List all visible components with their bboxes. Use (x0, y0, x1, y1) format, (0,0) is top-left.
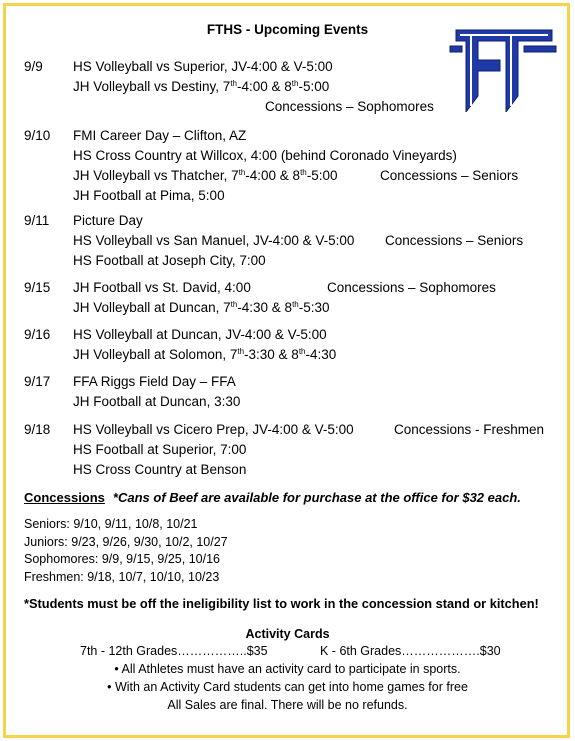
event-text: HS Volleyball vs San Manuel, JV-4:00 & V-5:00 (73, 233, 355, 248)
event-text: FFA Riggs Field Day – FFA (73, 374, 236, 389)
event-text: HS Football at Superior, 7:00 (73, 442, 247, 457)
page-title: FTHS - Upcoming Events (206, 22, 369, 37)
activity-card-bullet: • With an Activity Card students can get into home games for free (107, 680, 468, 694)
event-text: JH Volleyball vs Thatcher, 7th-4:00 & 8th-5:00 (73, 168, 338, 183)
price-grades-7-12: 7th - 12th Grades……………..$35 (80, 644, 268, 658)
event-date: 9/17 (24, 374, 51, 389)
event-line (73, 166, 519, 186)
schedule-line: Freshmen: 9/18, 10/7, 10/10, 10/23 (24, 569, 220, 584)
event-concessions: Concessions – Seniors (380, 168, 519, 183)
event-concessions: Concessions – Seniors (385, 233, 524, 248)
activity-cards-title: Activity Cards (245, 627, 330, 641)
event-concessions: Concessions - Freshmen (394, 422, 545, 437)
event-date: 9/15 (24, 280, 51, 295)
event-text: Picture Day (73, 213, 143, 228)
event-text: JH Volleyball at Duncan, 7th-4:30 & 8th-5:30 (73, 300, 330, 315)
event-line (73, 77, 333, 97)
schedule-line: Juniors: 9/23, 9/26, 9/30, 10/2, 10/27 (24, 534, 228, 549)
event-text: HS Cross Country at Willcox, 4:00 (behind Coronado Vineyards) (73, 148, 457, 163)
concessions-schedule (24, 516, 228, 586)
event-text: HS Cross Country at Benson (73, 462, 247, 477)
event-date: 9/11 (24, 213, 50, 228)
eligibility-warning: *Students must be off the ineligibility list to work in the concession stand or kitchen! (24, 596, 539, 611)
event-line (73, 126, 457, 146)
sales-final-note: All Sales are final. There will be no refunds. (167, 698, 408, 712)
event-text: JH Football vs St. David, 4:00 (73, 280, 251, 295)
concessions-note: *Cans of Beef are available for purchase at the office for $32 each. (112, 490, 521, 505)
event-text: JH Volleyball vs Destiny, 7th-4:00 & 8th-5:00 (73, 79, 330, 94)
event-line (73, 372, 240, 392)
event-line (73, 146, 457, 166)
event-date: 9/16 (24, 327, 51, 342)
event-line (73, 298, 330, 318)
concessions-heading: Concessions (24, 490, 105, 505)
event-text: JH Football at Duncan, 3:30 (73, 394, 241, 409)
schedule-line: Sophomores: 9/9, 9/15, 9/25, 10/16 (24, 552, 220, 566)
event-date: 9/18 (24, 422, 51, 437)
schedule-line: Seniors: 9/10, 9/11, 10/8, 10/21 (24, 517, 198, 531)
event-line (73, 278, 496, 298)
event-text: HS Volleyball at Duncan, JV-4:00 & V-5:00 (73, 327, 327, 342)
event-line (73, 325, 336, 345)
event-line (73, 186, 457, 206)
event-line (73, 420, 545, 440)
event-text: HS Volleyball vs Superior, JV-4:00 & V-5:00 (73, 59, 333, 74)
event-concessions: Concessions – Sophomores (327, 280, 496, 295)
event-text: HS Volleyball vs Cicero Prep, JV-4:00 & V-5:00 (73, 422, 354, 437)
event-text: JH Volleyball at Solomon, 7th-3:30 & 8th-4:30 (73, 347, 337, 362)
event-line (73, 231, 524, 251)
event-line (73, 440, 354, 460)
event-line (73, 97, 434, 117)
event-line (73, 251, 354, 271)
event-text: FMI Career Day – Clifton, AZ (73, 128, 247, 143)
event-date: 9/10 (24, 128, 51, 143)
event-line (73, 460, 354, 480)
concessions-header (24, 490, 521, 505)
event-concessions: Concessions – Sophomores (265, 99, 434, 114)
ft-logo (448, 26, 558, 112)
activity-card-bullet: • All Athletes must have an activity card to participate in sports. (114, 662, 461, 676)
event-date: 9/9 (24, 59, 43, 74)
price-grades-k-6: K - 6th Grades……………….$30 (320, 644, 501, 658)
event-text: HS Football at Joseph City, 7:00 (73, 253, 266, 268)
event-line (73, 57, 333, 77)
event-line (73, 211, 354, 231)
event-line (73, 392, 240, 412)
event-text: JH Football at Pima, 5:00 (73, 188, 225, 203)
event-line (73, 345, 336, 365)
